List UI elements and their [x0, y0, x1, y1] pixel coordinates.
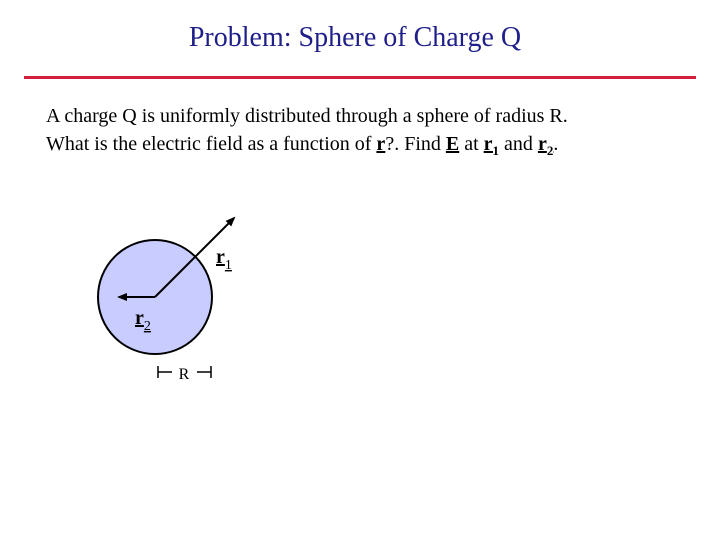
problem-text-a: What is the electric field as a function of [46, 133, 377, 155]
problem-text-e: . [553, 133, 559, 155]
vector-E: E [445, 133, 460, 155]
slide-title: Problem: Sphere of Charge Q [188, 22, 522, 53]
problem-text-c: at [459, 133, 484, 155]
vector-r2-base: r [537, 133, 547, 155]
vector-r2-sub: 2 [546, 143, 554, 158]
problem-text-b: ?. Find [385, 133, 446, 155]
vector-r1-sub: 1 [492, 143, 500, 158]
problem-line-1: A charge Q is uniformly distributed through a sphere of radius R. [46, 105, 568, 127]
problem-text-d: and [499, 133, 538, 155]
r2-label: $r_2$ [135, 307, 151, 334]
vector-r: r [376, 133, 386, 155]
r1-label: $r_1$ [216, 246, 232, 273]
radius-label: R [178, 366, 190, 383]
vector-r1-base: r [483, 133, 493, 155]
